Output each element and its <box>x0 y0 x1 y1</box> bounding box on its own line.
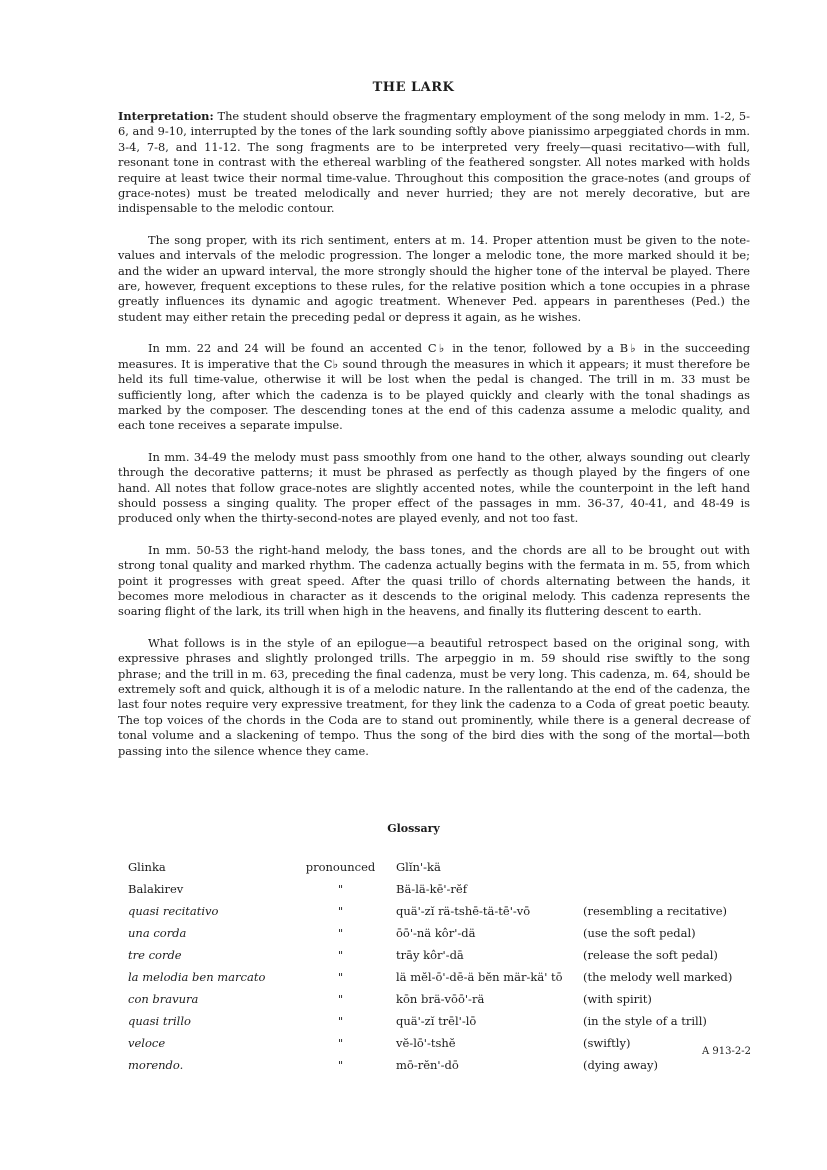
pronounced-mark: " <box>337 948 344 962</box>
glossary-pronunciation: Glĭn'-kä <box>396 860 441 874</box>
glossary-meaning <box>583 882 758 904</box>
pronounced-mark: " <box>337 992 344 1006</box>
interpretation-text <box>118 109 750 775</box>
catalog-number: A 913-2-2 <box>702 1046 751 1057</box>
glossary-row <box>128 882 758 904</box>
glossary-pronunciation: trāy kôr'-dā <box>396 948 464 962</box>
glossary-pronunciation: ōō'-nä kôr'-dä <box>396 926 476 940</box>
pronounced-mark: " <box>337 1036 344 1050</box>
glossary-row <box>128 948 758 970</box>
paragraph-6: What follows is in the style of an epilogue—a beautiful retrospect based on the original song, with expressive phrases and slightly prolonged trills. The arpeggio in m. 59 should rise swiftly to the song phrase; and the trill in m. 63, preceding the final cadenza, must be very long. This cadenza, m. 64, should be extremely soft and quick, although it is of a melodic nature. In the rallentando at the end of the cadenza, the last four notes require very expressive treatment, for they link the cadenza to a Coda of great poetic beauty. The top voices of the chords in the Coda are to stand out prominently, while there is a general decrease of tonal volume and a slackening of tempo. Thus the song of the bird dies with the song of the mortal—both passing into the silence whence they came. <box>118 635 750 758</box>
glossary-pronunciation: mō-rĕn'-dō <box>396 1058 459 1072</box>
glossary-table <box>128 860 758 1080</box>
paragraph-1-text: The student should observe the fragmentary employment of the song melody in mm. 1-2, 5-6, and 9-10, interrupted by the tones of the lark sounding softly above pianissimo arpeggiated chords in mm. 3-4, 7-8, and 11-12. The song fragments are to be interpreted very freely—quasi recitativo—with full, resonant tone in contrast with the ethereal warbling of the feathered songster. All notes marked with holds require at least twice their normal time-value. Throughout this composition the grace-notes (and groups of grace-notes) must be treated melodically and never hurried; they are not merely decorative, but are indispensable to the melodic contour. <box>118 109 751 216</box>
glossary-meaning: (with spirit) <box>583 992 652 1006</box>
pronounced-mark: " <box>337 970 344 984</box>
glossary-term: quasi trillo <box>128 1014 191 1028</box>
page-title: THE LARK <box>372 80 455 95</box>
interpretation-label: Interpretation: <box>118 109 214 123</box>
glossary-row <box>128 904 758 926</box>
glossary-meaning: (use the soft pedal) <box>583 926 696 940</box>
pronounced-mark: " <box>337 1014 344 1028</box>
glossary-term: la melodia ben marcato <box>128 970 266 984</box>
paragraph-5: In mm. 50-53 the right-hand melody, the bass tones, and the chords are all to be brought out with strong tonal quality and marked rhythm. The cadenza actually begins with the fermata in m. 55, from which point it progresses with great speed. After the quasi trillo of chords alternating between the hands, it becomes more melodious in character as it descends to the original melody. This cadenza represents the soaring flight of the lark, its trill when high in the heavens, and finally its fluttering descent to earth. <box>118 542 750 619</box>
pronounced-mark: " <box>337 904 344 918</box>
glossary-meaning: (in the style of a trill) <box>583 1014 707 1028</box>
glossary-term: morendo. <box>128 1058 184 1072</box>
glossary-term: con bravura <box>128 992 199 1006</box>
glossary-pronunciation: vĕ-lō'-tshĕ <box>396 1036 456 1050</box>
glossary-row <box>128 1058 758 1080</box>
glossary-term: veloce <box>128 1036 166 1050</box>
glossary-meaning: (resembling a recitative) <box>583 904 728 918</box>
paragraph-3: In mm. 22 and 24 will be found an accented C♭ in the tenor, followed by a B♭ in the succeeding measures. It is imperative that the C♭ sound through the measures in which it appears; it must therefore be held its full time-value, otherwise it will be lost when the pedal is changed. The trill in m. 33 must be sufficiently long, after which the cadenza is to be played quickly and clearly with the tonal shadings as marked by the composer. The descending tones at the end of this cadenza assume a melodic quality, and each tone receives a separate impulse. <box>118 341 750 433</box>
pronounced-mark: " <box>337 882 344 896</box>
glossary-row <box>128 992 758 1014</box>
glossary-meaning: (the melody well marked) <box>583 970 733 984</box>
paragraph-2: The song proper, with its rich sentiment, enters at m. 14. Proper attention must be given to the note-values and intervals of the melodic progression. The longer a melodic tone, the more marked should it be; and the wider an upward interval, the more strongly should the higher tone of the interval be played. There are, however, frequent exceptions to these rules, for the relative position which a tone occupies in a phrase greatly influences its dynamic and agogic treatment. Whenever Ped. appears in parentheses (Ped.) the student may either retain the preceding pedal or depress it again, as he wishes. <box>118 232 750 324</box>
glossary-term: una corda <box>128 926 187 940</box>
glossary-term: quasi recitativo <box>128 904 219 918</box>
glossary-row <box>128 1036 758 1058</box>
pronounced-mark: " <box>337 926 344 940</box>
glossary-meaning: (dying away) <box>583 1058 658 1072</box>
glossary-meaning: (swiftly) <box>583 1036 631 1050</box>
glossary-pronunciation: Bä-lä-kē'-rĕf <box>396 882 467 896</box>
paragraph-4: In mm. 34-49 the melody must pass smoothly from one hand to the other, always sounding out clearly through the decorative patterns; it must be phrased as perfectly as though played by the fingers of one hand. All notes that follow grace-notes are slightly accented notes, while the counterpoint in the left hand should possess a singing quality. The proper effect of the passages in mm. 36-37, 40-41, and 48-49 is produced only when the thirty-second-notes are played evenly, and not too fast. <box>118 449 750 526</box>
glossary-meaning: (release the soft pedal) <box>583 948 718 962</box>
glossary-pronunciation: quä'-zĭ rä-tshē-tä-tē'-vō <box>396 904 531 918</box>
glossary-row <box>128 1014 758 1036</box>
glossary-term: Glinka <box>128 860 166 874</box>
glossary-term: Balakirev <box>128 882 184 896</box>
glossary-row <box>128 926 758 948</box>
glossary-term: tre corde <box>128 948 182 962</box>
glossary-meaning <box>583 860 758 882</box>
paragraph-1 <box>118 109 750 217</box>
glossary-row <box>128 860 758 882</box>
glossary-pronunciation: lä mĕl-ō'-dē-ä bĕn mär-kä' tō <box>396 970 563 984</box>
glossary-pronunciation: quä'-zĭ trēl'-lō <box>396 1014 477 1028</box>
glossary-row <box>128 970 758 992</box>
pronounced-mark: " <box>337 1058 344 1072</box>
glossary-pronunciation: kōn brä-vōō'-rä <box>396 992 485 1006</box>
pronounced-mark: pronounced <box>305 860 376 874</box>
glossary-title: Glossary <box>387 822 440 835</box>
